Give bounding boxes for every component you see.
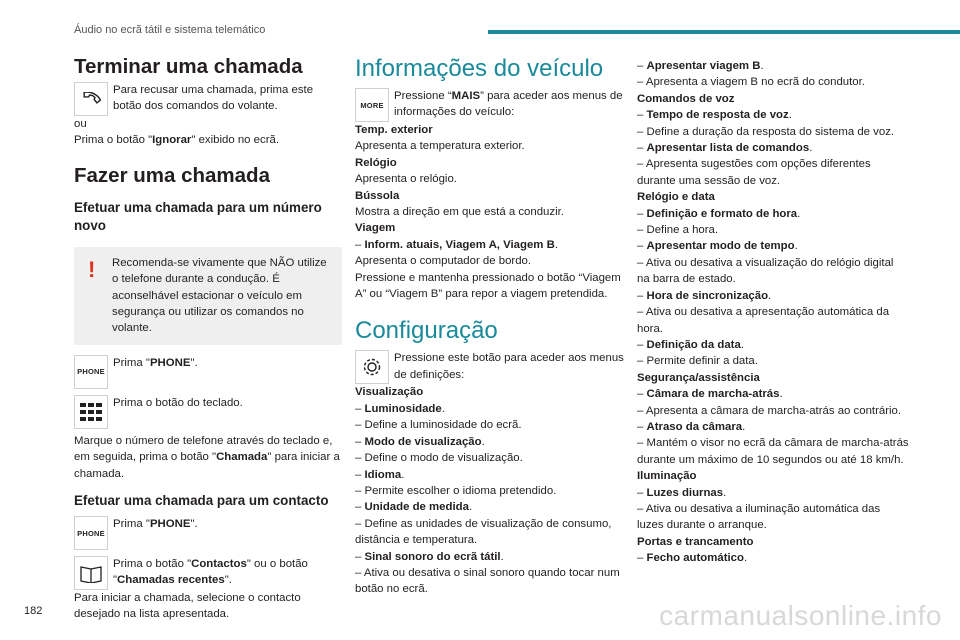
end-call-row bbox=[74, 82, 342, 116]
keyboard-text: Prima o botão do teclado. bbox=[113, 396, 243, 409]
make-call-heading: Fazer uma chamada bbox=[74, 163, 270, 187]
autolock-item: – Fecho automático. bbox=[637, 552, 748, 565]
brightness-text: – Define a luminosidade do ecrã. bbox=[355, 419, 522, 432]
running-header: Áudio no ecrã tátil e sistema telemático bbox=[74, 24, 266, 36]
voice-heading: Comandos de voz bbox=[637, 92, 735, 105]
unit-item: – Unidade de medida. bbox=[355, 501, 473, 514]
tripb-item: – Apresentar viagem B. bbox=[637, 60, 764, 72]
phone-button-icon: PHONE bbox=[74, 355, 108, 389]
phone-button-icon: PHONE bbox=[74, 516, 108, 550]
trip-text-2: Pressione e mantenha pressionado o botão “Viagem A” ou “Viagem B” para repor a viagem pretendida. bbox=[355, 271, 621, 301]
time-fmt-item: – Definição e formato de hora. bbox=[637, 207, 801, 220]
sync-item: – Hora de sincronização. bbox=[637, 289, 772, 302]
keypad-icon bbox=[74, 395, 108, 429]
warning-box bbox=[74, 247, 342, 345]
date-text: – Permite definir a data. bbox=[637, 355, 758, 368]
phone-row-2 bbox=[74, 516, 342, 550]
date-item: – Definição da data. bbox=[637, 338, 744, 351]
more-button-icon: MORE bbox=[355, 88, 389, 122]
voice-time-item: – Tempo de resposta de voz. bbox=[637, 109, 792, 122]
mode-item: – Modo de visualização. bbox=[355, 435, 485, 448]
drl-text: – Ativa ou desativa a iluminação automática das luzes durante o arranque. bbox=[637, 502, 881, 532]
doors-heading: Portas e trancamento bbox=[637, 535, 754, 548]
compass-text: Mostra a direção em que está a conduzir. bbox=[355, 206, 564, 219]
press-phone-text: Prima "PHONE". bbox=[113, 356, 198, 369]
clock-text: Apresenta o relógio. bbox=[355, 173, 457, 186]
language-text: – Permite escolher o idioma pretendido. bbox=[355, 484, 557, 497]
header-accent-bar bbox=[488, 30, 960, 34]
dial-text: Marque o número de telefone através do teclado e, em seguida, prima o botão "Chamada" para iniciar a chamada. bbox=[74, 434, 340, 480]
column-3 bbox=[637, 54, 909, 567]
config-heading: Configuração bbox=[355, 317, 498, 345]
unit-text: – Define as unidades de visualização de consumo, distância e temperatura. bbox=[355, 517, 612, 547]
end-call-text: Para recusar uma chamada, prima este botão dos comandos do volante. bbox=[113, 84, 314, 113]
press-phone-text-2: Prima "PHONE". bbox=[113, 518, 198, 531]
beep-item: – Sinal sonoro do ecrã tátil. bbox=[355, 550, 504, 563]
config-text: Pressione este botão para aceder aos menus de definições: bbox=[394, 352, 624, 381]
hang-up-icon bbox=[74, 82, 108, 116]
watermark: carmanualsonline.info bbox=[659, 600, 942, 631]
column-1 bbox=[74, 54, 342, 623]
end-call-heading: Terminar uma chamada bbox=[74, 55, 303, 78]
camera-text: – Apresenta a câmara de marcha-atrás ao contrário. bbox=[637, 404, 902, 417]
temp-heading: Temp. exterior bbox=[355, 124, 433, 136]
voice-time-text: – Define a duração da resposta do sistema de voz. bbox=[637, 125, 895, 138]
trip-heading: Viagem bbox=[355, 222, 396, 235]
ignore-text: Prima o botão "Ignorar" exibido no ecrã. bbox=[74, 134, 280, 147]
tripb-text: – Apresenta a viagem B no ecrã do condutor. bbox=[637, 76, 865, 89]
more-text: Pressione “MAIS” para aceder aos menus de informações do veículo: bbox=[394, 90, 623, 119]
column-2 bbox=[355, 54, 625, 598]
language-item: – Idioma. bbox=[355, 468, 405, 481]
clockdate-heading: Relógio e data bbox=[637, 191, 715, 204]
contacts-text: Prima o botão "Contactos" ou o botão "Chamadas recentes". bbox=[113, 558, 308, 587]
voice-list-item: – Apresentar lista de comandos. bbox=[637, 142, 813, 155]
warning-text: Recomenda-se vivamente que NÃO utilize o telefone durante a condução. É aconselhável estacionar o veículo em segurança ou utilizar os comandos no volante. bbox=[112, 256, 327, 335]
time-mode-text: – Ativa ou desativa a visualização do relógio digital na barra de estado. bbox=[637, 256, 894, 286]
contacts-row bbox=[74, 556, 342, 590]
sync-text: – Ativa ou desativa a apresentação automática da hora. bbox=[637, 306, 890, 335]
contacts-book-icon bbox=[74, 556, 108, 590]
keyboard-row bbox=[74, 395, 342, 429]
vehicle-info-heading: Informações do veículo bbox=[355, 55, 604, 82]
contacts-final-text: Para iniciar a chamada, selecione o contacto desejado na lista apresentada. bbox=[74, 592, 301, 621]
new-number-heading: Efetuar uma chamada para um número novo bbox=[74, 199, 322, 233]
camera-item: – Câmara de marcha-atrás. bbox=[637, 388, 783, 401]
settings-gear-icon bbox=[355, 350, 389, 384]
temp-text: Apresenta a temperatura exterior. bbox=[355, 140, 525, 153]
contact-call-heading: Efetuar uma chamada para um contacto bbox=[74, 493, 329, 509]
config-row bbox=[355, 350, 625, 384]
or-text: ou bbox=[74, 118, 87, 130]
mode-text: – Define o modo de visualização. bbox=[355, 452, 523, 465]
display-heading: Visualização bbox=[355, 386, 424, 399]
time-fmt-text: – Define a hora. bbox=[637, 224, 719, 237]
lighting-heading: Iluminação bbox=[637, 470, 697, 483]
camera-delay-text: – Mantém o visor no ecrã da câmara de marcha-atrás durante um máximo de 10 segundos ou até 18 km/h. bbox=[637, 437, 909, 466]
safety-heading: Segurança/assistência bbox=[637, 371, 760, 384]
warning-exclamation-icon: ! bbox=[88, 256, 96, 282]
beep-text: – Ativa ou desativa o sinal sonoro quando tocar num botão no ecrã. bbox=[355, 566, 620, 596]
phone-row bbox=[74, 355, 342, 389]
time-mode-item: – Apresentar modo de tempo. bbox=[637, 240, 798, 253]
page-number: 182 bbox=[24, 605, 43, 617]
voice-list-text: – Apresenta sugestões com opções diferentes durante uma sessão de voz. bbox=[637, 158, 871, 187]
camera-delay-item: – Atraso da câmara. bbox=[637, 420, 746, 433]
trip-item: – Inform. atuais, Viagem A, Viagem B. bbox=[355, 238, 558, 251]
drl-item: – Luzes diurnas. bbox=[637, 486, 727, 499]
trip-text-1: Apresenta o computador de bordo. bbox=[355, 255, 532, 268]
brightness-item: – Luminosidade. bbox=[355, 402, 445, 415]
compass-heading: Bússola bbox=[355, 189, 400, 202]
more-row bbox=[355, 88, 625, 122]
clock-heading: Relógio bbox=[355, 156, 397, 169]
